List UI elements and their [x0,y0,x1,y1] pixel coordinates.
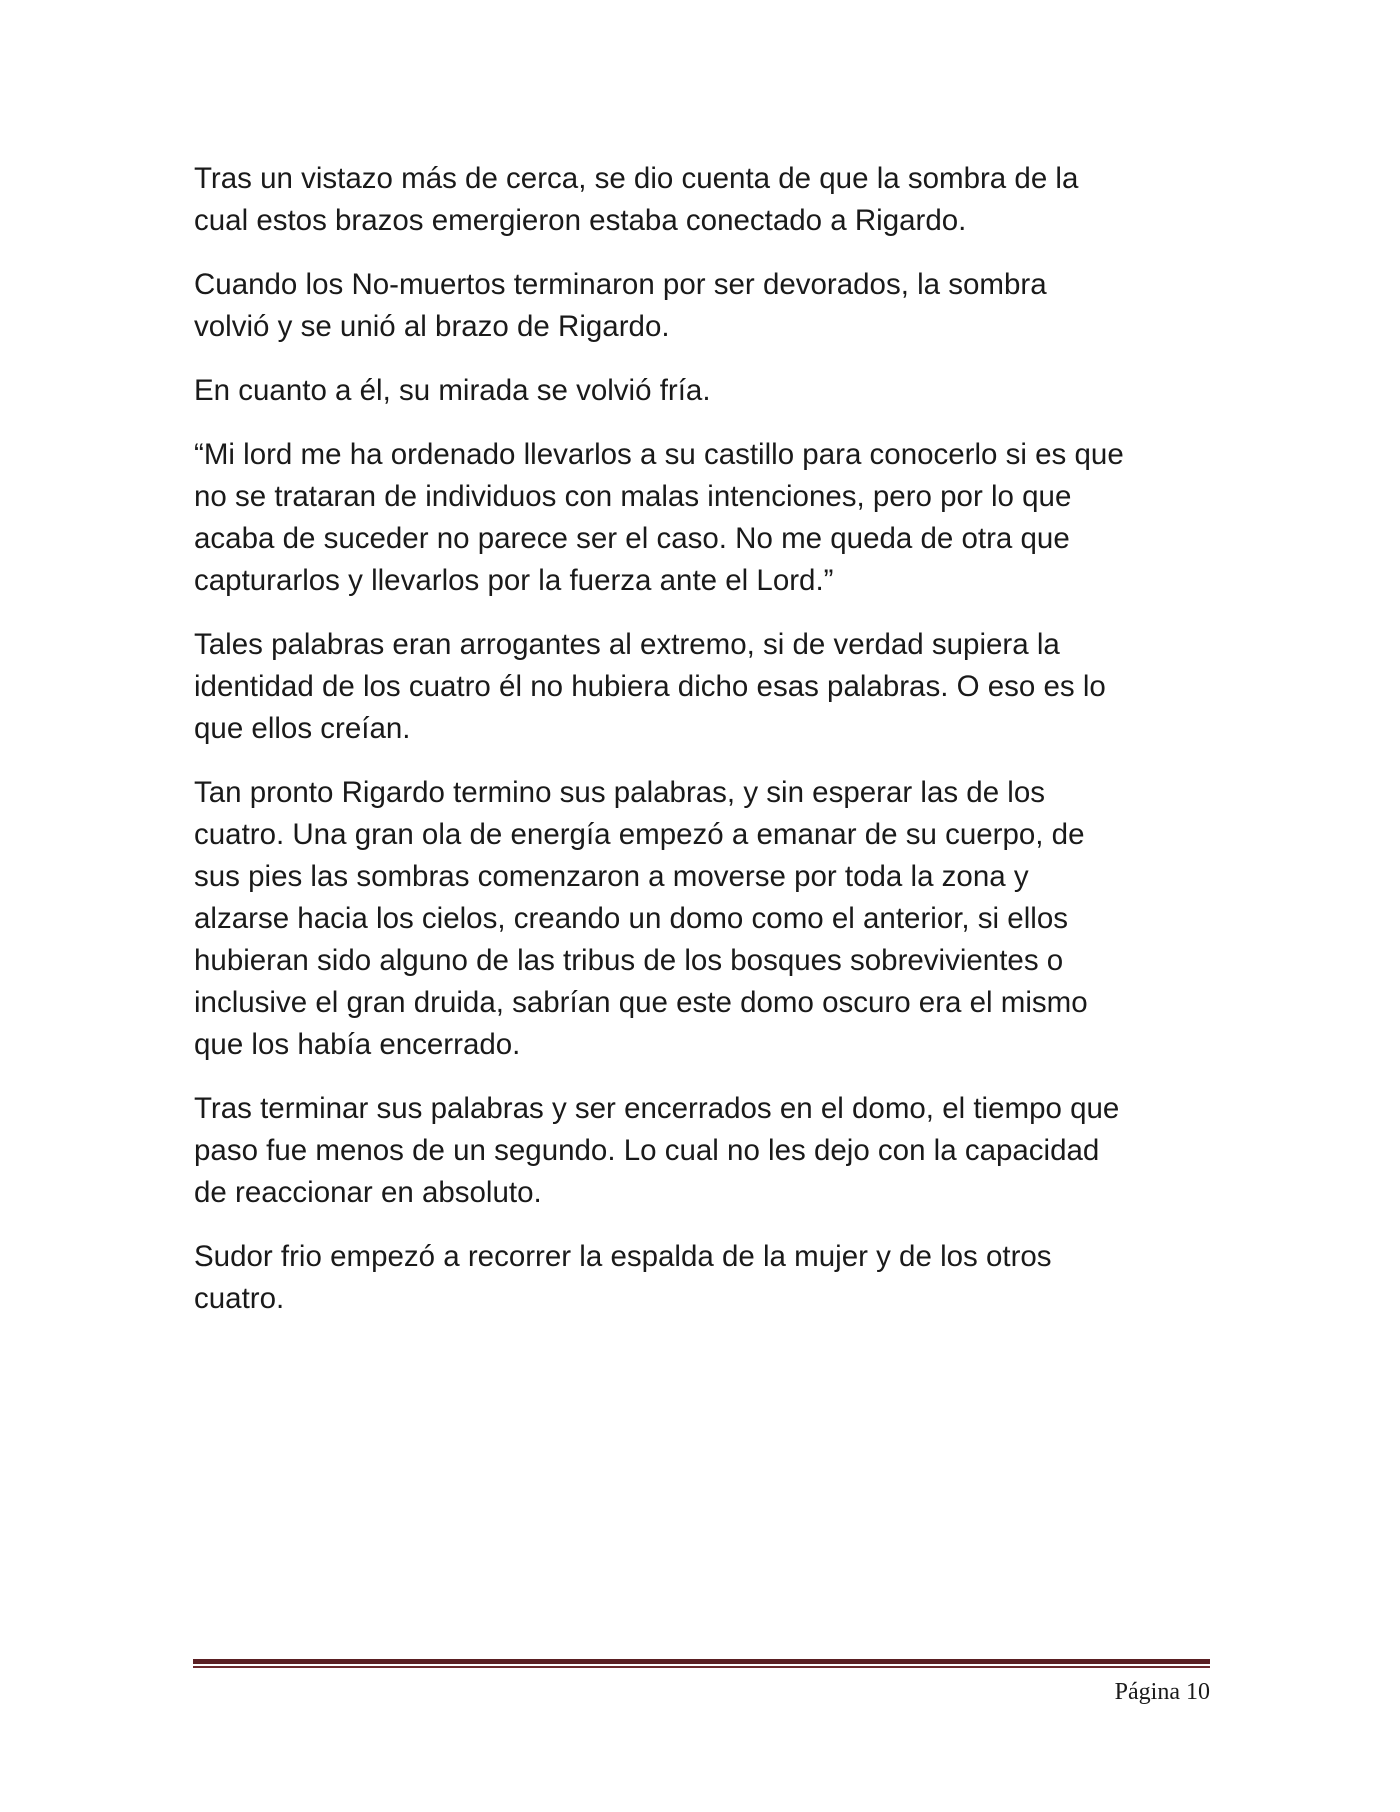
text-line: no se trataran de individuos con malas intenciones, pero por lo que [194,480,1072,513]
text-line: que los había encerrado. [194,1028,521,1061]
text-line: alzarse hacia los cielos, creando un domo como el anterior, si ellos [194,902,1068,935]
paragraph-4 [194,434,1209,602]
text-line: volvió y se unió al brazo de Rigardo. [194,310,670,343]
text-line: identidad de los cuatro él no hubiera dicho esas palabras. O eso es lo [194,670,1106,703]
paragraph-7 [194,1088,1209,1214]
text-line: hubieran sido alguno de las tribus de los bosques sobrevivientes o [194,944,1064,977]
footer-rule-thick [193,1659,1210,1664]
text-line: Tan pronto Rigardo termino sus palabras, y sin esperar las de los [194,776,1046,809]
footer-rule [193,1659,1210,1669]
text-line: cual estos brazos emergieron estaba conectado a Rigardo. [194,204,967,237]
text-line: paso fue menos de un segundo. Lo cual no les dejo con la capacidad [194,1134,1100,1167]
text-line: Tales palabras eran arrogantes al extremo, si de verdad supiera la [194,628,1060,661]
body-text [194,158,1209,1342]
paragraph-8 [194,1236,1209,1320]
paragraph-5 [194,624,1209,750]
paragraph-1 [194,158,1209,242]
text-line: Tras un vistazo más de cerca, se dio cuenta de que la sombra de la [194,162,1079,195]
text-line: de reaccionar en absoluto. [194,1176,542,1209]
paragraph-6 [194,772,1209,1066]
text-line: que ellos creían. [194,712,411,745]
text-line: En cuanto a él, su mirada se volvió fría. [194,374,711,407]
text-line: Cuando los No-muertos terminaron por ser devorados, la sombra [194,268,1047,301]
text-line: Tras terminar sus palabras y ser encerrados en el domo, el tiempo que [194,1092,1120,1125]
text-line: “Mi lord me ha ordenado llevarlos a su castillo para conocerlo si es que [194,438,1124,471]
text-line: Sudor frio empezó a recorrer la espalda de la mujer y de los otros [194,1240,1052,1273]
text-line: sus pies las sombras comenzaron a moverse por toda la zona y [194,860,1029,893]
text-line: cuatro. [194,1282,285,1315]
text-line: acaba de suceder no parece ser el caso. No me queda de otra que [194,522,1070,555]
page-number: Página 10 [1114,1679,1210,1705]
text-line: inclusive el gran druida, sabrían que este domo oscuro era el mismo [194,986,1088,1019]
text-line: cuatro. Una gran ola de energía empezó a emanar de su cuerpo, de [194,818,1085,851]
footer-rule-thin [193,1666,1210,1668]
paragraph-2 [194,264,1209,348]
paragraph-3 [194,370,1209,412]
text-line: capturarlos y llevarlos por la fuerza ante el Lord.” [194,564,834,597]
